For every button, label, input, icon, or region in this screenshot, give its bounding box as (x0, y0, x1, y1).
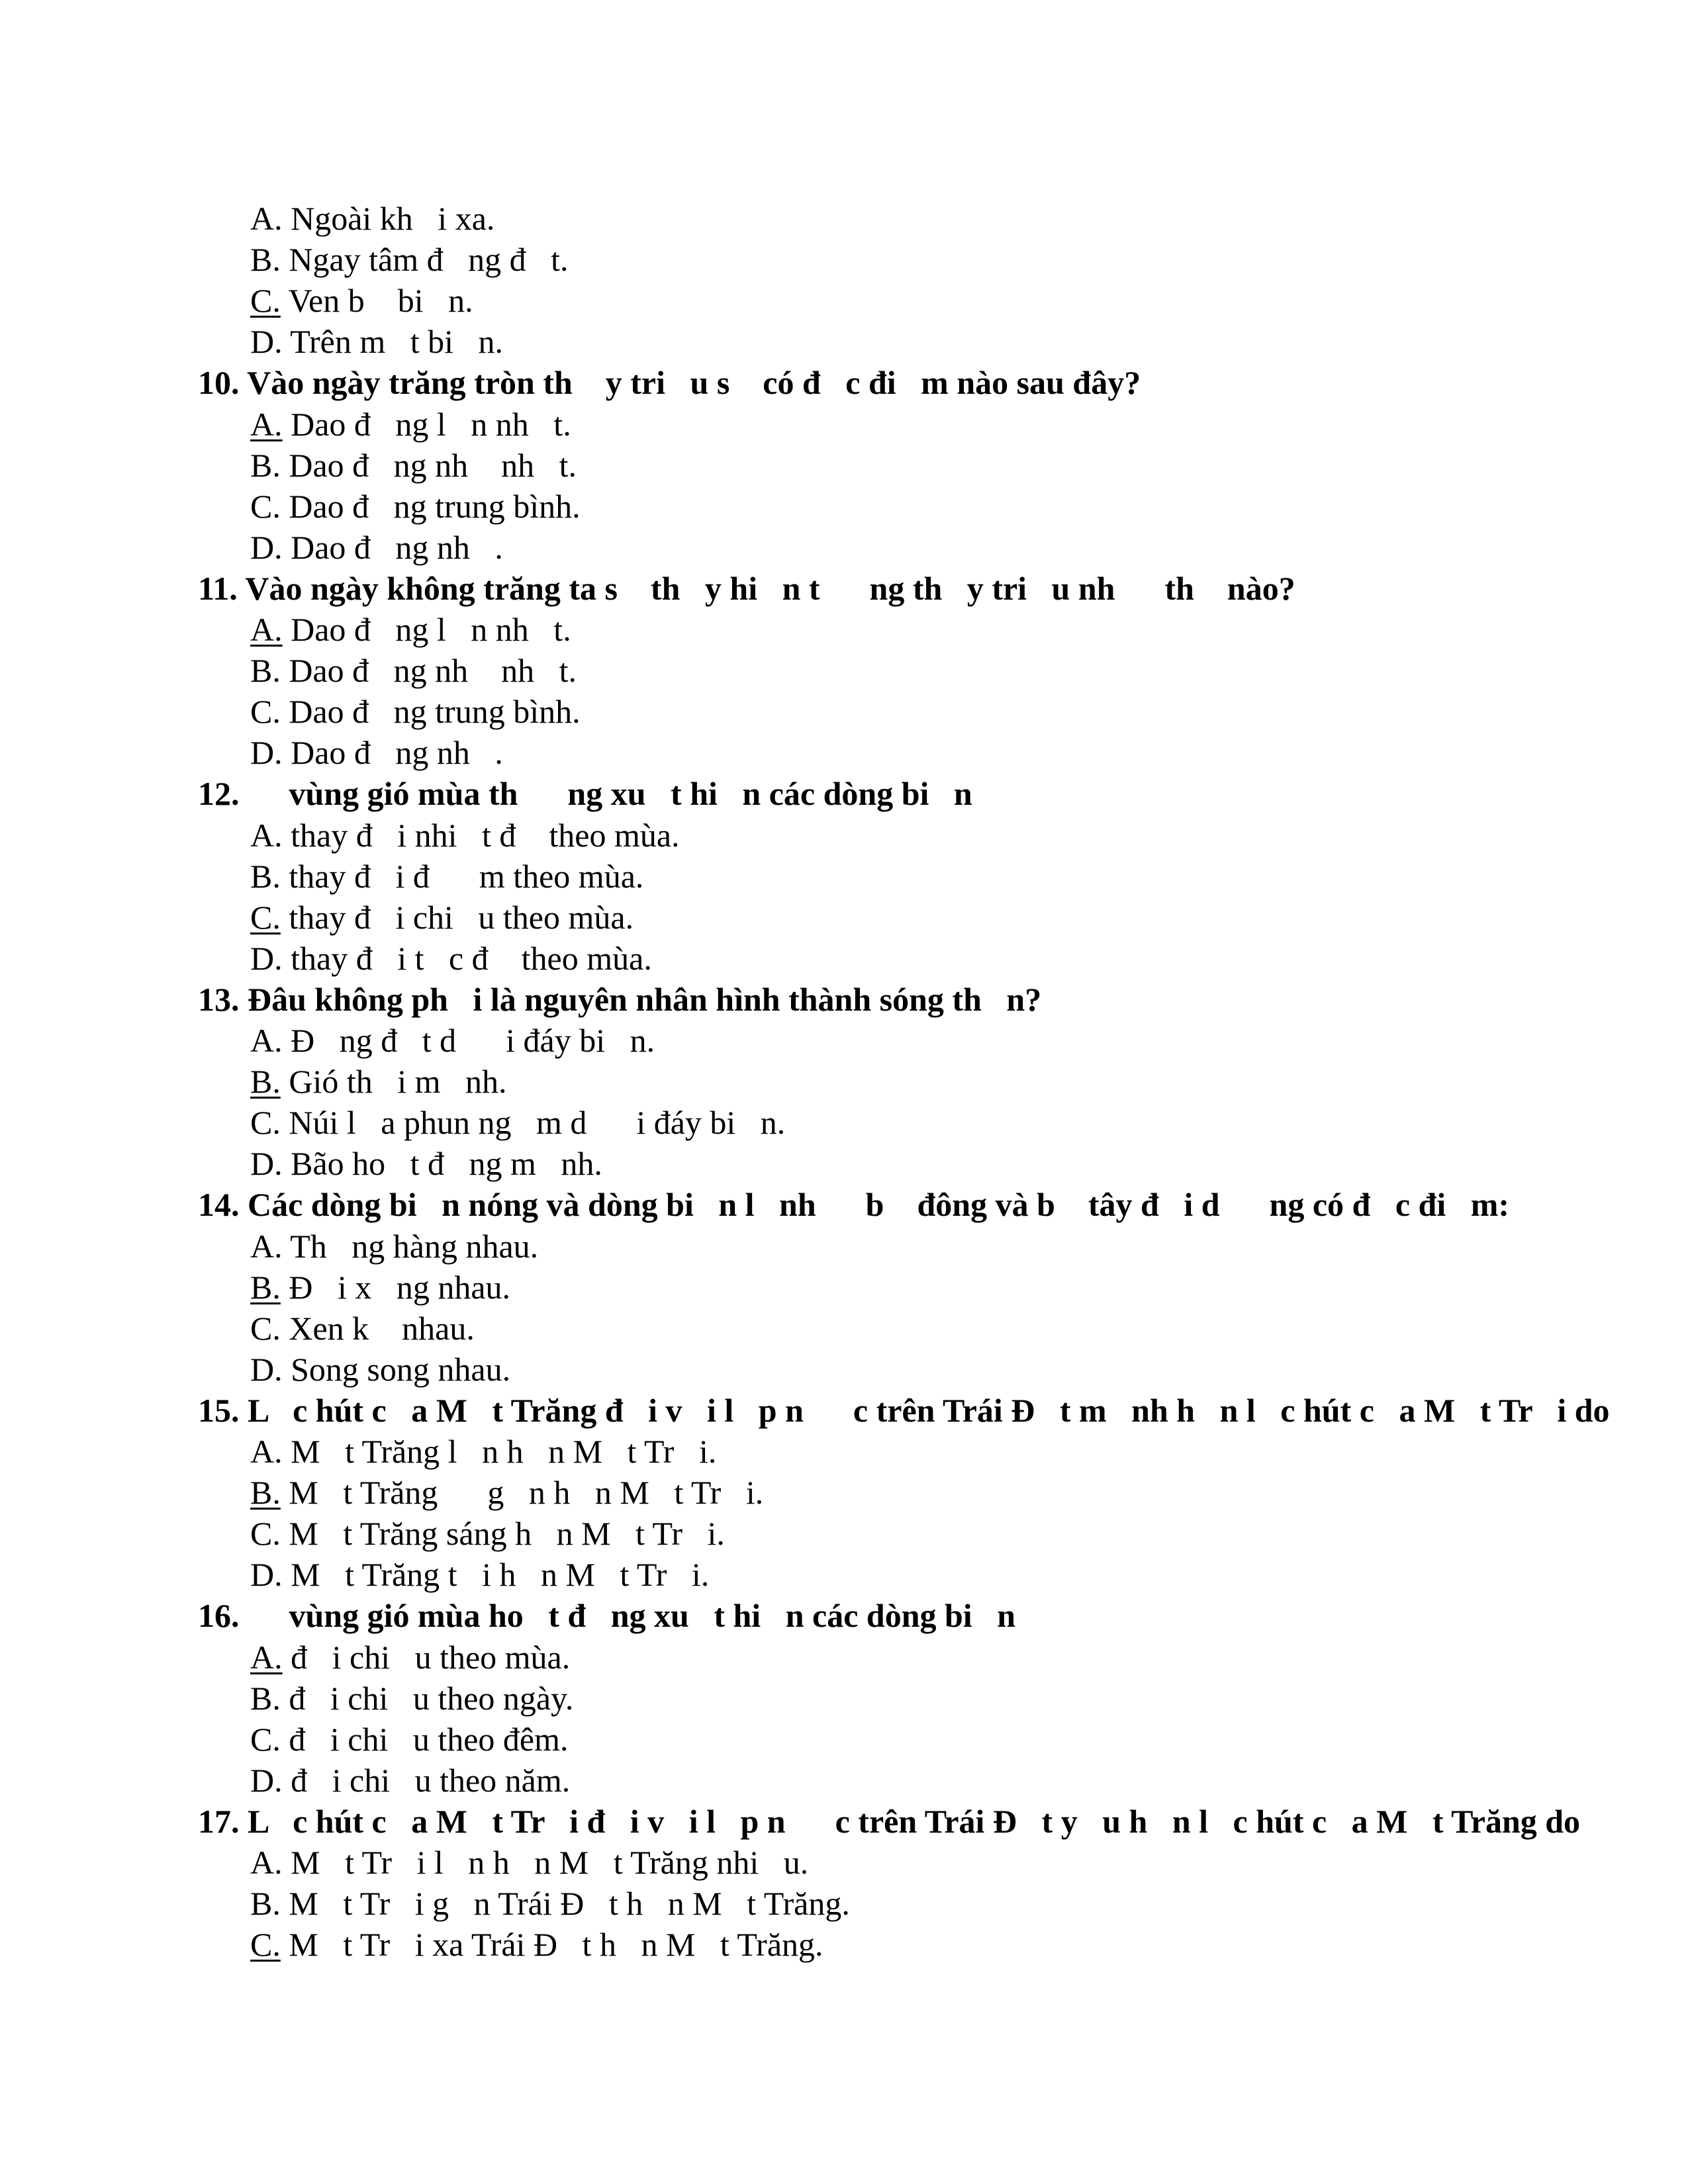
answer-option (250, 1308, 475, 1348)
answer-text: Gió th i m nh. (280, 1063, 507, 1101)
answer-letter: D. (250, 323, 283, 361)
answer-letter: C. (250, 1309, 281, 1347)
answer-option (250, 610, 571, 649)
answer-letter: B. (250, 1679, 281, 1717)
answer-text: Trên m t bi n. (282, 323, 504, 361)
answer-option (250, 1637, 570, 1677)
answer-text: đ i chi u theo năm. (282, 1761, 571, 1799)
answer-option (250, 281, 473, 320)
answer-text: M t Trăng g n h n M t Tr i. (280, 1474, 764, 1512)
answer-option (250, 199, 494, 238)
answer-text: thay đ i t c đ theo mùa. (282, 939, 652, 977)
correct-answer-letter: A. (250, 611, 283, 648)
answer-letter: B. (250, 241, 281, 279)
answer-option (250, 1473, 763, 1512)
answer-option (250, 1432, 716, 1471)
correct-answer-letter: B. (250, 1063, 281, 1101)
answer-text: Dao đ ng nh nh t. (280, 446, 577, 484)
question-text: 12. vùng gió mùa th ng xu t hi n các dòng bi n (198, 775, 972, 813)
answer-text: Đ ng đ t d i đáy bi n. (282, 1022, 655, 1059)
answer-letter: B. (250, 652, 281, 690)
question-text: 13. Đâu không ph i là nguyên nhân hình thành sóng th n? (198, 980, 1042, 1018)
answer-letter: A. (250, 1022, 283, 1059)
answer-option (250, 1925, 823, 1964)
question-text: 16. vùng gió mùa ho t đ ng xu t hi n các dòng bi n (198, 1597, 1016, 1635)
answer-letter: D. (250, 528, 283, 566)
answer-letter: B. (250, 857, 281, 895)
answer-text: Dao đ ng l n nh t. (282, 611, 571, 648)
question-text: 11. Vào ngày không trăng ta s th y hi n t ng th y tri u nh th nào? (198, 569, 1295, 607)
answer-option (250, 1267, 510, 1307)
answer-option (250, 1062, 507, 1101)
answer-text: Ven b bi n. (280, 282, 473, 320)
answer-option (250, 486, 581, 526)
answer-option (250, 815, 680, 855)
answer-letter: C. (250, 1720, 281, 1758)
question-text: 14. Các dòng bi n nóng và dòng bi n l nh b đông và b tây đ i d ng có đ c đi m: (198, 1186, 1510, 1224)
answer-option (250, 240, 569, 279)
answer-letter: A. (250, 1844, 283, 1881)
answer-letter: A. (250, 200, 283, 237)
answer-text: Núi l a phun ng m d i đáy bi n. (280, 1104, 786, 1142)
answer-text: M t Tr i xa Trái Đ t h n M t Trăng. (280, 1926, 823, 1964)
answer-text: Dao đ ng l n nh t. (282, 405, 571, 443)
answer-text: Đ i x ng nhau. (280, 1268, 511, 1306)
answer-text: Dao đ ng trung bình. (280, 693, 581, 731)
answer-text: đ i chi u theo mùa. (282, 1638, 571, 1676)
answer-letter: A. (250, 1433, 283, 1470)
answer-option (250, 527, 503, 567)
answer-letter: C. (250, 1104, 281, 1142)
answer-text: Song song nhau. (282, 1350, 511, 1388)
answer-text: Dao đ ng nh . (282, 528, 503, 566)
answer-text: M t Trăng t i h n M t Tr i. (282, 1556, 710, 1594)
answer-letter: C. (250, 1515, 281, 1553)
answer-option (250, 1021, 655, 1060)
correct-answer-letter: B. (250, 1474, 281, 1512)
question-text: 10. Vào ngày trăng tròn th y tri u s có đ c đi m nào sau đây? (198, 364, 1141, 402)
answer-option (250, 1678, 573, 1718)
answer-text: M t Trăng l n h n M t Tr i. (282, 1433, 717, 1470)
correct-answer-letter: C. (250, 898, 281, 936)
answer-text: đ i chi u theo ngày. (280, 1679, 574, 1717)
answer-letter: B. (250, 446, 281, 484)
answer-letter: A. (250, 1227, 283, 1265)
answer-letter: D. (250, 1556, 283, 1594)
answer-text: thay đ i chi u theo mùa. (280, 898, 634, 936)
answer-text: M t Tr i l n h n M t Trăng nhi u. (282, 1844, 809, 1881)
answer-option (250, 692, 581, 731)
answer-option (250, 938, 652, 978)
answer-text: Ngay tâm đ ng đ t. (280, 241, 569, 279)
correct-answer-letter: C. (250, 282, 281, 320)
answer-letter: D. (250, 1350, 283, 1388)
answer-option (250, 1144, 602, 1183)
correct-answer-letter: C. (250, 1926, 281, 1964)
answer-text: Th ng hàng nhau. (282, 1227, 539, 1265)
correct-answer-letter: A. (250, 1638, 283, 1676)
answer-text: thay đ i đ m theo mùa. (280, 857, 644, 895)
answer-text: M t Trăng sáng h n M t Tr i. (280, 1515, 725, 1553)
answer-option (250, 1843, 808, 1882)
answer-letter: D. (250, 734, 283, 772)
answer-letter: C. (250, 693, 281, 731)
answer-text: Dao đ ng nh . (282, 734, 503, 772)
answer-option (250, 733, 503, 772)
answer-letter: D. (250, 1761, 283, 1799)
answer-text: Bão ho t đ ng m nh. (282, 1145, 602, 1183)
answer-option (250, 445, 577, 485)
answer-text: Dao đ ng nh nh t. (280, 652, 577, 690)
correct-answer-letter: B. (250, 1268, 281, 1306)
answer-text: Dao đ ng trung bình. (280, 487, 581, 525)
answer-text: Ngoài kh i xa. (282, 200, 495, 237)
answer-option (250, 1226, 538, 1266)
question-text: 17. L c hút c a M t Tr i đ i v i l p n c trên Trái Đ t y u h n l c hút c a M t Trăng do (198, 1802, 1581, 1840)
answer-letter: C. (250, 487, 281, 525)
answer-option (250, 897, 633, 937)
answer-option (250, 322, 503, 361)
answer-letter: A. (250, 816, 283, 854)
answer-text: M t Tr i g n Trái Đ t h n M t Trăng. (280, 1885, 850, 1923)
answer-letter: D. (250, 1145, 283, 1183)
answer-letter: D. (250, 939, 283, 977)
answer-text: thay đ i nhi t đ theo mùa. (282, 816, 680, 854)
answer-text: Xen k nhau. (280, 1309, 475, 1347)
answer-text: đ i chi u theo đêm. (280, 1720, 569, 1758)
answer-option (250, 1349, 510, 1389)
answer-option (250, 1719, 569, 1759)
answer-option (250, 1103, 785, 1142)
correct-answer-letter: A. (250, 405, 283, 443)
answer-letter: B. (250, 1885, 281, 1923)
answer-option (250, 651, 577, 690)
question-text: 15. L c hút c a M t Trăng đ i v i l p n c trên Trái Đ t m nh h n l c hút c a M t Tr i do (198, 1391, 1610, 1429)
answer-option (250, 1555, 709, 1594)
answer-option (250, 1884, 850, 1923)
answer-option (250, 1760, 570, 1800)
answer-option (250, 1514, 725, 1553)
answer-option (250, 856, 643, 896)
answer-option (250, 404, 571, 444)
